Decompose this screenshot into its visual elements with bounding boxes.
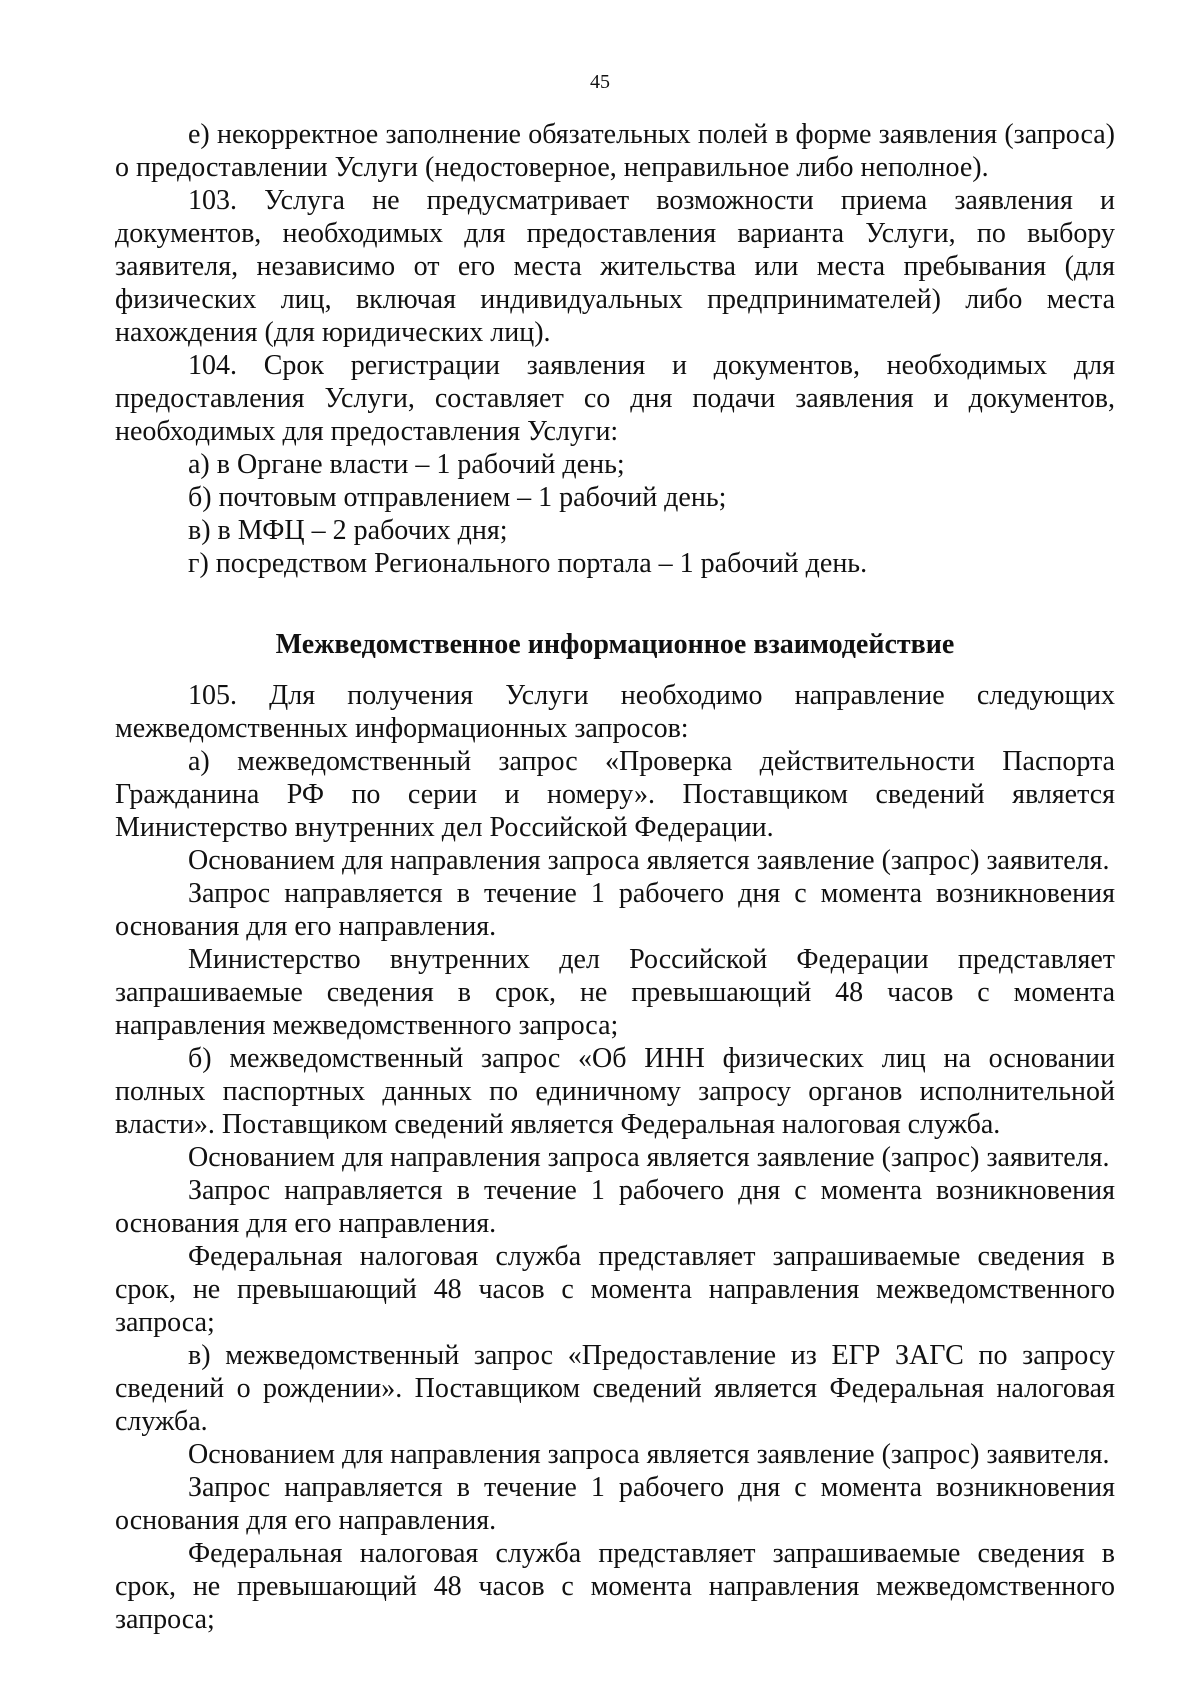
request-a: а) межведомственный запрос «Проверка действительности Паспорта Гражданина РФ по серии и номеру». Поставщиком сведений является Министерство внутренних дел Российской Федерации. (115, 746, 1115, 843)
request-v: в) межведомственный запрос «Предоставление из ЕГР ЗАГС по запросу сведений о рождении». Поставщиком сведений является Федеральная налоговая служба. (115, 1340, 1115, 1437)
page-number: 45 (590, 71, 610, 93)
document-body (115, 118, 1115, 1636)
list-item-g: г) посредством Регионального портала – 1 рабочий день. (188, 548, 868, 579)
request-a-basis: Основанием для направления запроса является заявление (запрос) заявителя. (188, 845, 1110, 876)
request-a-response: Министерство внутренних дел Российской Федерации представляет запрашиваемые сведения в срок, не превышающий 48 часов с момента направления межведомственного запроса; (115, 944, 1115, 1041)
request-b: б) межведомственный запрос «Об ИНН физических лиц на основании полных паспортных данных по единичному запросу органов исполнительной власти». Поставщиком сведений является Федеральная налоговая служба. (115, 1043, 1115, 1140)
request-v-basis: Основанием для направления запроса является заявление (запрос) заявителя. (188, 1439, 1110, 1470)
paragraph-103: 103. Услуга не предусматривает возможности приема заявления и документов, необходимых для предоставления варианта Услуги, по выбору заявителя, независимо от его места жительства или места пребывания (для физических лиц, включая индивидуальных предпринимателей) либо места нахождения (для юридических лиц). (115, 185, 1115, 348)
paragraph-105: 105. Для получения Услуги необходимо направление следующих межведомственных информационных запросов: (115, 680, 1115, 744)
request-v-timing: Запрос направляется в течение 1 рабочего дня с момента возникновения основания для его направления. (115, 1472, 1115, 1536)
request-b-timing: Запрос направляется в течение 1 рабочего дня с момента возникновения основания для его направления. (115, 1175, 1115, 1239)
request-b-response: Федеральная налоговая служба представляет запрашиваемые сведения в срок, не превышающий 48 часов с момента направления межведомственного запроса; (115, 1241, 1115, 1338)
request-v-response: Федеральная налоговая служба представляет запрашиваемые сведения в срок, не превышающий 48 часов с момента направления межведомственного запроса; (115, 1538, 1115, 1635)
section-heading: Межведомственное информационное взаимодействие (275, 629, 955, 660)
paragraph-104: 104. Срок регистрации заявления и документов, необходимых для предоставления Услуги, составляет со дня подачи заявления и документов, необходимых для предоставления Услуги: (115, 350, 1115, 447)
list-item-b: б) почтовым отправлением – 1 рабочий день; (188, 482, 727, 513)
list-item-v: в) в МФЦ – 2 рабочих дня; (188, 515, 508, 546)
request-a-timing: Запрос направляется в течение 1 рабочего дня с момента возникновения основания для его направления. (115, 878, 1115, 942)
list-item-a: а) в Органе власти – 1 рабочий день; (188, 449, 625, 480)
request-b-basis: Основанием для направления запроса является заявление (запрос) заявителя. (188, 1142, 1110, 1173)
paragraph-item-e: е) некорректное заполнение обязательных полей в форме заявления (запроса) о предоставлении Услуги (недостоверное, неправильное либо неполное). (115, 119, 1115, 183)
